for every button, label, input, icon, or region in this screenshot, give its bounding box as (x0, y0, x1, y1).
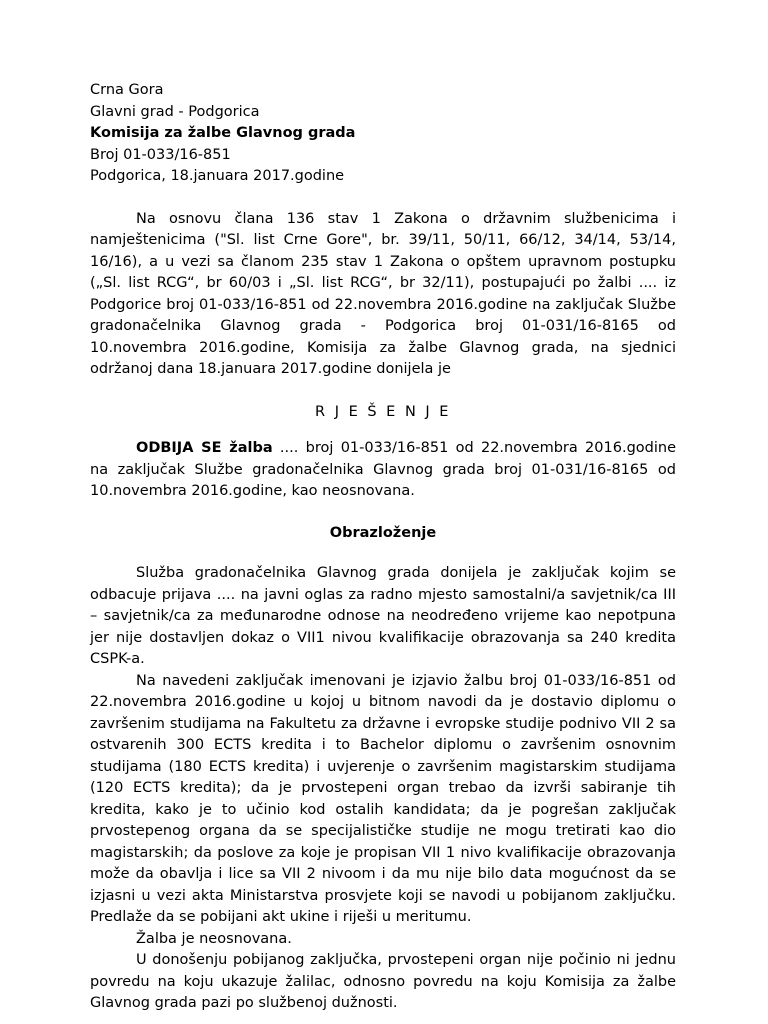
decision-title: R J E Š E N J E (315, 403, 451, 420)
reasoning-paragraph-2: Na navedeni zaključak imenovani je izjavio žalbu broj 01-033/16-851 od 22.novembra 2016.godine u kojoj u bitnom navodi da je dostavio diplomu o završenim studijama na Fakultetu za državne i evropske studije podnivo VII 2 sa ostvarenih 300 ECTS kredita i to Bachelor diplomu o završenim osnovnim studijama (180 ECTS kredita) i uvjerenje o završenim magistarskim studijama (120 ECTS kredita); da je prvostepeni organ trebao da izvrši sabiranje tih kredita, kako je to učinio kod ostalih kandidata; da je pogrešan zaključak prvostepenog organa da se specijalističke studije ne mogu tretirati kao dio magistarskih; da poslove za koje je propisan VII 1 nivo kvalifikacije obrazovanja može da obavlja i lice sa VII 2 nivoom i da mu nije bilo data mogućnost da se izjasni u vezi akta Ministarstva prosvjete koji se navodi u pobijanom zaključku. Predlaže da se pobijani akt ukine i riješi u meritumu. (90, 672, 676, 925)
reasoning-title: Obrazloženje (329, 524, 437, 541)
reasoning-paragraph-3: Žalba je neosnovana. (136, 930, 292, 947)
header-city: Glavni grad - Podgorica (90, 103, 260, 120)
ruling-text: .... broj 01-033/16-851 od 22.novembra 2016.godine na zaključak Službe gradonačelnika Glavnog grada broj 01-031/16-8165 od 10.novembra 2016.godine, kao neosnovana. (90, 440, 676, 499)
intro-paragraph: Na osnovu člana 136 stav 1 Zakona o državnim službenicima i namještenicima ("Sl. list Crne Gore", br. 39/11, 50/11, 66/12, 34/14, 53/14, 16/16), a u vezi sa članom 235 stav 1 Zakona o opštem upravnom postupku („Sl. list RCG“, br 60/03 i „Sl. list RCG“, br 32/11), postupajući po žalbi .... iz Podgorice broj 01-033/16-851 od 22.novembra 2016.godine na zaključak Službe gradonačelnika Glavnog grada - Podgorica broj 01-031/16-8165 od 10.novembra 2016.godine, Komisija za žalbe Glavnog grada, na sjednici održanoj dana 18.januara 2017.godine donijela je (90, 210, 676, 377)
header-commission: Komisija za žalbe Glavnog grada (90, 125, 356, 141)
header-country: Crna Gora (90, 82, 164, 98)
document-header (90, 80, 676, 188)
header-number: Broj 01-033/16-851 (90, 146, 231, 163)
reasoning-paragraph-1: Služba gradonačelnika Glavnog grada donijela je zaključak kojim se odbacuje prijava .... na javni oglas za radno mjesto samostalni/a savjetnik/ca III – savjetnik/ca za međunarodne odnose na neodređeno vrijeme kao nepotpuna jer nije dostavljen dokaz o VII1 nivou kvalifikacije obrazovanja sa 240 kredita CSPK-a. (90, 565, 676, 667)
header-date: Podgorica, 18.januara 2017.godine (90, 168, 345, 184)
reasoning-paragraph-4: U donošenju pobijanog zaključka, prvostepeni organ nije počinio ni jednu povredu na koju ukazuje žalilac, odnosno povredu na koju Komisija za žalbe Glavnog grada pazi po službenoj dužnosti. (90, 952, 676, 1011)
ruling-paragraph (90, 438, 676, 503)
ruling-lead: ODBIJA SE žalba (136, 440, 273, 456)
document-page (90, 80, 676, 1015)
